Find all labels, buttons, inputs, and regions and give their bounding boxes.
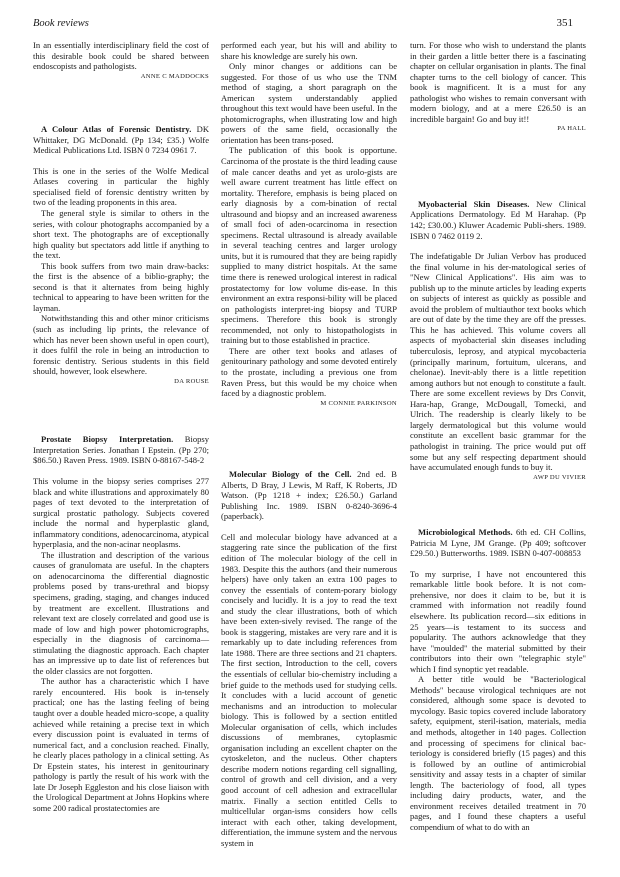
book-citation: Biopsy Interpretation Series. Jonathan I Epstein. (Pp 270; $86.50.) Raven Press. 1989. ISBN 0-88167-548-2 [33, 434, 210, 466]
book-citation: New Clinical Applications Dermatology. Ed M Harahap. (Pp 142; £30.00.) Kluwer Academic Publi-shers. 1989. ISBN 0 7462 0119 2. [410, 198, 586, 241]
book-title: Microbiological Methods. [418, 527, 513, 538]
column-3 [410, 40, 586, 832]
book-title: Molecular Biology of the Cell. [229, 469, 352, 480]
review-paragraph: This volume in the biopsy series comprises 277 black and white illustrations and approximately 80 pages of text devoted to the interpretation of surgical prostatic pathology. Subjects covered include the normal and hyperplastic gland, inflammatory conditions, adenocarcinoma, atypical hyperplasia, and the non-acinar neoplasms. [33, 475, 209, 550]
review-paragraph: This book suffers from two main draw-backs: the first is the absence of a biblio-graphy; the second is that it alternates from being highly technical to appearing to have been written for the layman. [33, 260, 209, 313]
review-paragraph: Only minor changes or additions can be suggested. For those of us who use the TNM method of staging, a short paragraph on the American system understandably applied throughout this text would have been useful. In the photomicrographs, when illustrating low and high powers of the same field, occasionally the orientation has been trans-posed. [221, 61, 397, 145]
review-paragraph: Cell and molecular biology have advanced at a staggering rate since the publication of the first edition of The molecular biology of the cell in 1983. Despite this the authors (and their numerous helpers) have only taken an extra 100 pages to convey the essentials of contem-porary biology concisely and lucidly. It is a joy to read the text and study the clear illustrations, both of which have been exten-sively revised. The range of the book is staggering, mistakes are very rare and it is remarkably up to date including references from late 1988. There are three sections and 21 chapters. The first section, Introduction to the cell, covers the essentials of cellular bio-chemistry including a brief guide to the methods used for studying cells. It concludes with a lucid account of genetic mechanisms and an introduction to molecular biology. This is followed by a section entitled Molecular organisation of cells, which includes discussions of membranes, cytoplasmic organisation including an excellent chapter on the cytoskeleton, and the nucleus. Other chapters describe modern notions regarding cell signalling, control of growth and cell division, and a very good account of cell adhesion and extracellular matrix. Finally a section entitled Cells to multicellular organ-isms considers how cells interact with each other, taking development, differentiation, the immune system and the nervous system in [221, 531, 397, 848]
reviewer-signature: PA HALL [557, 125, 586, 133]
review-heading [33, 124, 209, 156]
page-number: 351 [556, 17, 573, 29]
review-paragraph: performed each year, but his will and ability to share his knowledge are surely his own. [221, 40, 397, 61]
review-paragraph: The indefatigable Dr Julian Verbov has produced the final volume in his der-matological series of "New Clinical Applications". His aim was to publish up to the minute articles by leading experts on subjects of interest as quickly as possible and avoid the problem of multiauthor text books which are out of date by the time they are off the presses. This he has achieved. This volume covers all aspects of myobacterial skin diseases including tuberculosis, leprosy, and atypical mycobacteria (principally marinum, fortuitum, ulcerans, and chelonae). Inevit-ably there is a little repetition among authors but not enough to constitute a fault. There are some excellent reviews by Drs Convit, Hara-hap, Grange, McDougall, Tomecki, and Ulrich. The readership is clearly likely to be largely dermatological but this volume would constitute an excellent basic grammar for the pathologist in training. The price would put off some but any self respecting department should have accumulated enough funds to buy it. [410, 251, 586, 473]
review-paragraph: The author has a characteristic which I have rarely encountered. His book is in-tensely practical; one has the lasting feeling of being taught over a double headed micro-scope, a quality achieved while retaining a precise text in which every discussion point is evaluated in terms of numerical fact, and a conclusion reached. Finally, he clearly places pathology in a clinical setting. As Dr Epstein states, his interest in genitourinary pathology is partly the result of his work with the late Dr Joseph Eggleston and his close liaison with the Urological Department at Johns Hopkins where some 200 radical prostatectomies are [33, 676, 209, 813]
column-2 [221, 40, 397, 848]
review-paragraph: A better title would be "Bacteriological Methods" because virological techniques are not considered, although some space is devoted to mycology. Basic topics covered include laboratory safety, equipment, steril-isation, materials, media and methods, altogether in 140 pages. Collection and processing of specimens for clinical bac-teriology is considered briefly (15 pages) and this is followed by an outline of antimicrobial sensitivity and assay tests in a chapter of similar length. The bacteriology of food, all types including dairy products, water, and the environment receives detailed treatment in 70 pages, and I found these chapters a useful compendium of what to do with an [410, 674, 586, 832]
review-paragraph: There are other text books and atlases of genitourinary pathology and some devoted entirely to the prostate, including a previous one from Raven Press, but this would be my choice when faced by a diagnostic problem. [221, 345, 397, 399]
review-heading [221, 469, 397, 522]
review-paragraph: This is one in the series of the Wolfe Medical Atlases covering in particular the highly specialised field of forensic dentistry written by two of the leading proponents in this area. [33, 165, 209, 208]
review-paragraph: turn. For those who wish to understand the plants in their garden a little better there is a fascinating chapter on cellular organisation in plants. The final chapter turns to the cell biology of cancer. This book is magnificent. It is a must for any pathologist who wishes to remain conversant with modern biology, and at a mere £26.50 is an incredible bargain! Go and buy it!! [410, 40, 586, 124]
review-heading [33, 434, 209, 466]
review-conclusion: In an essentially interdisciplinary field the cost of this desirable book could be shared between endoscopists and pathologists. [33, 40, 209, 72]
reviewer-signature: DA ROUSE [174, 377, 209, 385]
book-title: A Colour Atlas of Forensic Dentistry. [41, 124, 192, 135]
review-paragraph: The illustration and description of the various causes of granulomata are useful. In the chapters on adenocarcinoma the differential diagnostic problems posed by trans-urethral and biopsy specimens, grading, staging, and changes induced by treatment are excellent. Illustrations and relevant text are closely correlated and good use is made of low and high power photomicrographs, especially in the diagnosis of carcinoma—stimulating the diagnostic approach. Each chapter has an impressive up to date list of references but the older classics are not forgotten. [33, 549, 209, 676]
book-citation: 2nd ed. B Alberts, D Bray, J Lewis, M Raff, K Roberts, JD Watson. (Pp 1218 + index; £26.50.) Garland Publishing Inc. 1989. ISBN 0-8240-3696-4 (paperback). [221, 469, 397, 522]
review-heading [410, 199, 586, 241]
reviewer-signature: AWP DU VIVIER [533, 473, 586, 481]
review-paragraph: The publication of this book is opportune. Carcinoma of the prostate is the third leading cause of male cancer deaths and yet as urolo-gists are well aware current treatment has little effect on mortality. Therefore, emphasis is being placed on early diagnosis by a com-bination of rectal ultrasound and biopsy and an increased awareness of small foci of aden-ocarcinoma in resection specimens. Rectal ultrasound is already available in several teaching centres and larger urology units, but it is rumoured that they are being rapidly supplied to many district hospitals. At the same time there is renewed urological interest in radical prostatectomy for low volume dis-ease. In this environment an extra responsi-bility will be placed on pathologists interpret-ing biopsy and TURP specimens. Therefore this book is strongly recommended, not only to histopathologists in training but to those established in practice. [221, 145, 397, 346]
review-heading [410, 527, 586, 559]
book-citation: 6th ed. CH Collins, Patricia M Lyne, JM Grange. (Pp 409; softcover £29.50.) Butterworths. 1989. ISBN 0-407-008853 [410, 527, 586, 559]
reviewer-signature: M CONNIE PARKINSON [320, 399, 397, 407]
book-title: Myobacterial Skin Diseases. [418, 198, 530, 209]
book-title: Prostate Biopsy Interpretation. [41, 434, 174, 445]
review-paragraph: The general style is similar to others in the series, with colour photographs accompanied by a short text. The photographs are of exceptionally high quality but spectators add little if anything to the text. [33, 208, 209, 261]
running-header: Book reviews [33, 18, 89, 29]
reviewer-signature: ANNE C MADDOCKS [140, 72, 209, 80]
review-paragraph: Notwithstanding this and other minor criticisms (such as including lip prints, the relevance of which has never been shown useful in open court), it does fulfil the role in being an introduction to forensic dentistry. Serious students in this field should, however, look elsewhere. [33, 313, 209, 377]
review-paragraph: To my surprise, I have not encountered this remarkable little book before. It is not com-prehensive, nor does it claim to be, but it is crammed with information not readily found elsewhere. Its publication record—six editions in 25 years—is testament to its success and popularity. The authors acknowledge that they have "moulded" the material submitted by their contributors into their own "telegraphic style" which I find synoptic yet readable. [410, 568, 586, 674]
book-citation: DK Whittaker, DG McDonald. (Pp 134; £35.) Wolfe Medical Publications Ltd. ISBN 0 7234 0961 7. [33, 124, 210, 156]
column-1 [33, 40, 209, 813]
